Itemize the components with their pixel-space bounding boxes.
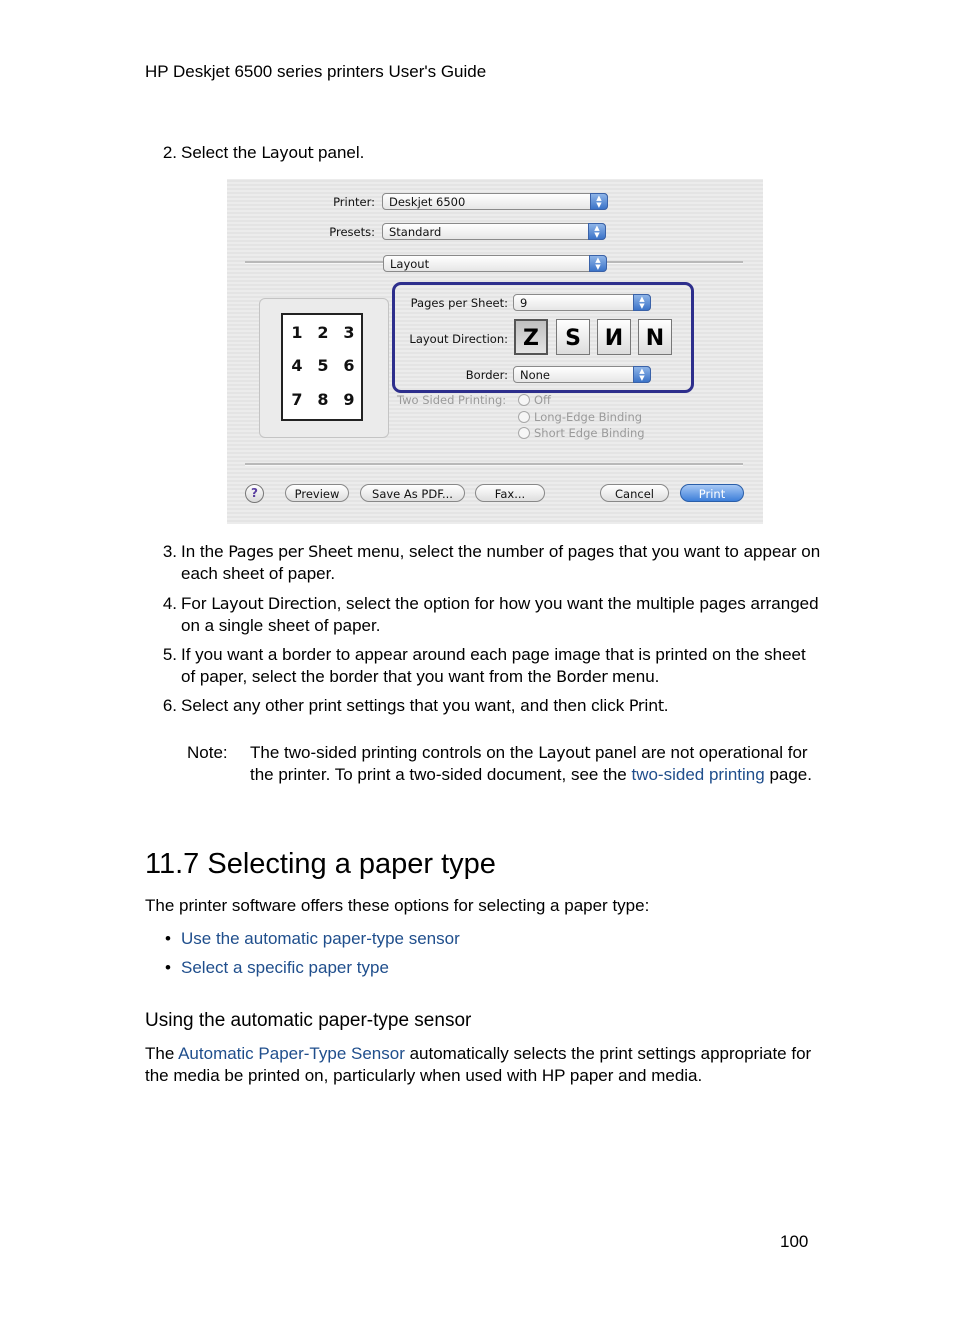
popup-arrows-icon: ▲ ▼ [588, 223, 606, 240]
preview-number: 5 [317, 356, 329, 375]
step-text: Select the [181, 143, 262, 162]
two-sided-off-label: Off [534, 393, 551, 407]
ui-term: Print [628, 696, 664, 715]
long-edge-label: Long-Edge Binding [534, 410, 643, 424]
layout-preview-page [281, 313, 363, 421]
preview-number: 9 [343, 390, 355, 409]
save-as-pdf-button[interactable]: Save As PDF... [360, 484, 465, 502]
note-text: panel are not operational for the printer. To print a two-sided document, see the [250, 743, 808, 784]
subsection-heading: Using the automatic paper-type sensor [145, 1010, 472, 1031]
note-text: The two-sided printing controls on the [250, 743, 539, 762]
preview-number: 8 [317, 390, 329, 409]
step-text: , select the option for how you want the multiple pages arranged on a single sheet of paper. [181, 594, 819, 635]
popup-arrows-icon: ▲ ▼ [589, 255, 607, 272]
step-text: panel. [313, 143, 365, 162]
pages-per-sheet-label: Pages per Sheet: [410, 296, 508, 310]
layout-direction-label: Layout Direction: [409, 332, 508, 346]
panel-popup[interactable] [383, 255, 607, 272]
printer-popup[interactable] [382, 193, 608, 210]
section-intro: The printer software offers these options for selecting a paper type: [145, 896, 650, 915]
bullet-icon: • [165, 958, 171, 977]
body-paragraph [145, 1043, 825, 1087]
step-number: 5. [162, 645, 177, 664]
bullet-icon: • [165, 929, 171, 948]
radio-short-edge[interactable] [518, 427, 530, 439]
border-label: Border: [465, 368, 508, 382]
preview-number: 4 [291, 356, 303, 375]
separator [245, 261, 383, 264]
preview-number: 2 [317, 323, 329, 342]
ui-term: Pages per Sheet [228, 542, 353, 561]
step-text: For [181, 594, 212, 613]
step-text: . [663, 696, 669, 715]
presets-label: Presets: [329, 225, 375, 239]
paper-type-sensor-link[interactable]: Automatic Paper-Type Sensor [178, 1044, 405, 1063]
border-value: None [520, 368, 551, 382]
short-edge-label: Short Edge Binding [534, 426, 645, 440]
preview-number: 1 [291, 323, 303, 342]
automatic-sensor-link[interactable]: Use the automatic paper-type sensor [181, 929, 460, 948]
note-text: page. [764, 765, 812, 784]
step-text: menu, select the number of pages that you want to appear on each sheet of paper. [181, 542, 821, 583]
ui-term: Layout Direction [211, 594, 337, 613]
page-number: 100 [780, 1232, 809, 1251]
preview-number: 6 [343, 356, 355, 375]
help-icon[interactable]: ? [245, 484, 264, 503]
radio-long-edge[interactable] [518, 411, 530, 423]
radio-off[interactable] [518, 394, 530, 406]
separator [607, 261, 743, 264]
step-number: 4. [162, 594, 177, 613]
printer-label: Printer: [333, 195, 375, 209]
separator [245, 463, 743, 466]
callout-highlight-box [392, 282, 694, 393]
note-label: Note: [187, 743, 228, 762]
panel-value: Layout [390, 257, 430, 271]
step-text: menu. [607, 667, 660, 686]
preview-number: 7 [291, 390, 303, 409]
presets-popup[interactable] [382, 223, 606, 240]
popup-arrows-icon: ▲ ▼ [590, 193, 608, 210]
step-number: 6. [162, 696, 177, 715]
svg-text:S: S [565, 326, 581, 351]
cancel-button[interactable]: Cancel [600, 484, 669, 502]
specific-paper-type-link[interactable]: Select a specific paper type [181, 958, 389, 977]
two-sided-printing-link[interactable]: two-sided printing [631, 765, 765, 784]
popup-arrows-icon: ▲ ▼ [633, 294, 651, 311]
preview-number: 3 [343, 323, 355, 342]
step-text: If you want a border to appear around each page image that is printed on the sheet of paper, select the border that you want from the [181, 645, 806, 686]
ui-term: Layout [261, 143, 314, 162]
para-text: automatically selects the print settings appropriate for the media be printed on, particularly when used with HP paper and media. [145, 1044, 812, 1085]
para-text: The [145, 1044, 179, 1063]
presets-value: Standard [389, 225, 442, 239]
step-number: 3. [162, 542, 177, 561]
two-sided-label: Two Sided Printing: [397, 393, 507, 407]
svg-text:Z: Z [523, 326, 539, 351]
ui-term: Border [556, 667, 608, 686]
printer-value: Deskjet 6500 [389, 195, 466, 209]
running-header: HP Deskjet 6500 series printers User's Guide [145, 62, 487, 81]
fax-button[interactable]: Fax... [475, 484, 545, 502]
svg-text:N: N [645, 326, 665, 351]
print-dialog-screenshot [227, 179, 763, 524]
step-text: In the [181, 542, 229, 561]
step-text: Select any other print settings that you want, and then click [181, 696, 629, 715]
step-number: 2. [162, 143, 177, 162]
pages-per-sheet-value: 9 [520, 296, 528, 310]
svg-text:И: И [604, 326, 624, 351]
preview-button[interactable]: Preview [285, 484, 349, 502]
ui-term: Layout [538, 743, 591, 762]
popup-arrows-icon: ▲ ▼ [633, 366, 651, 383]
section-heading: 11.7 Selecting a paper type [145, 848, 496, 880]
print-button[interactable]: Print [680, 484, 744, 502]
